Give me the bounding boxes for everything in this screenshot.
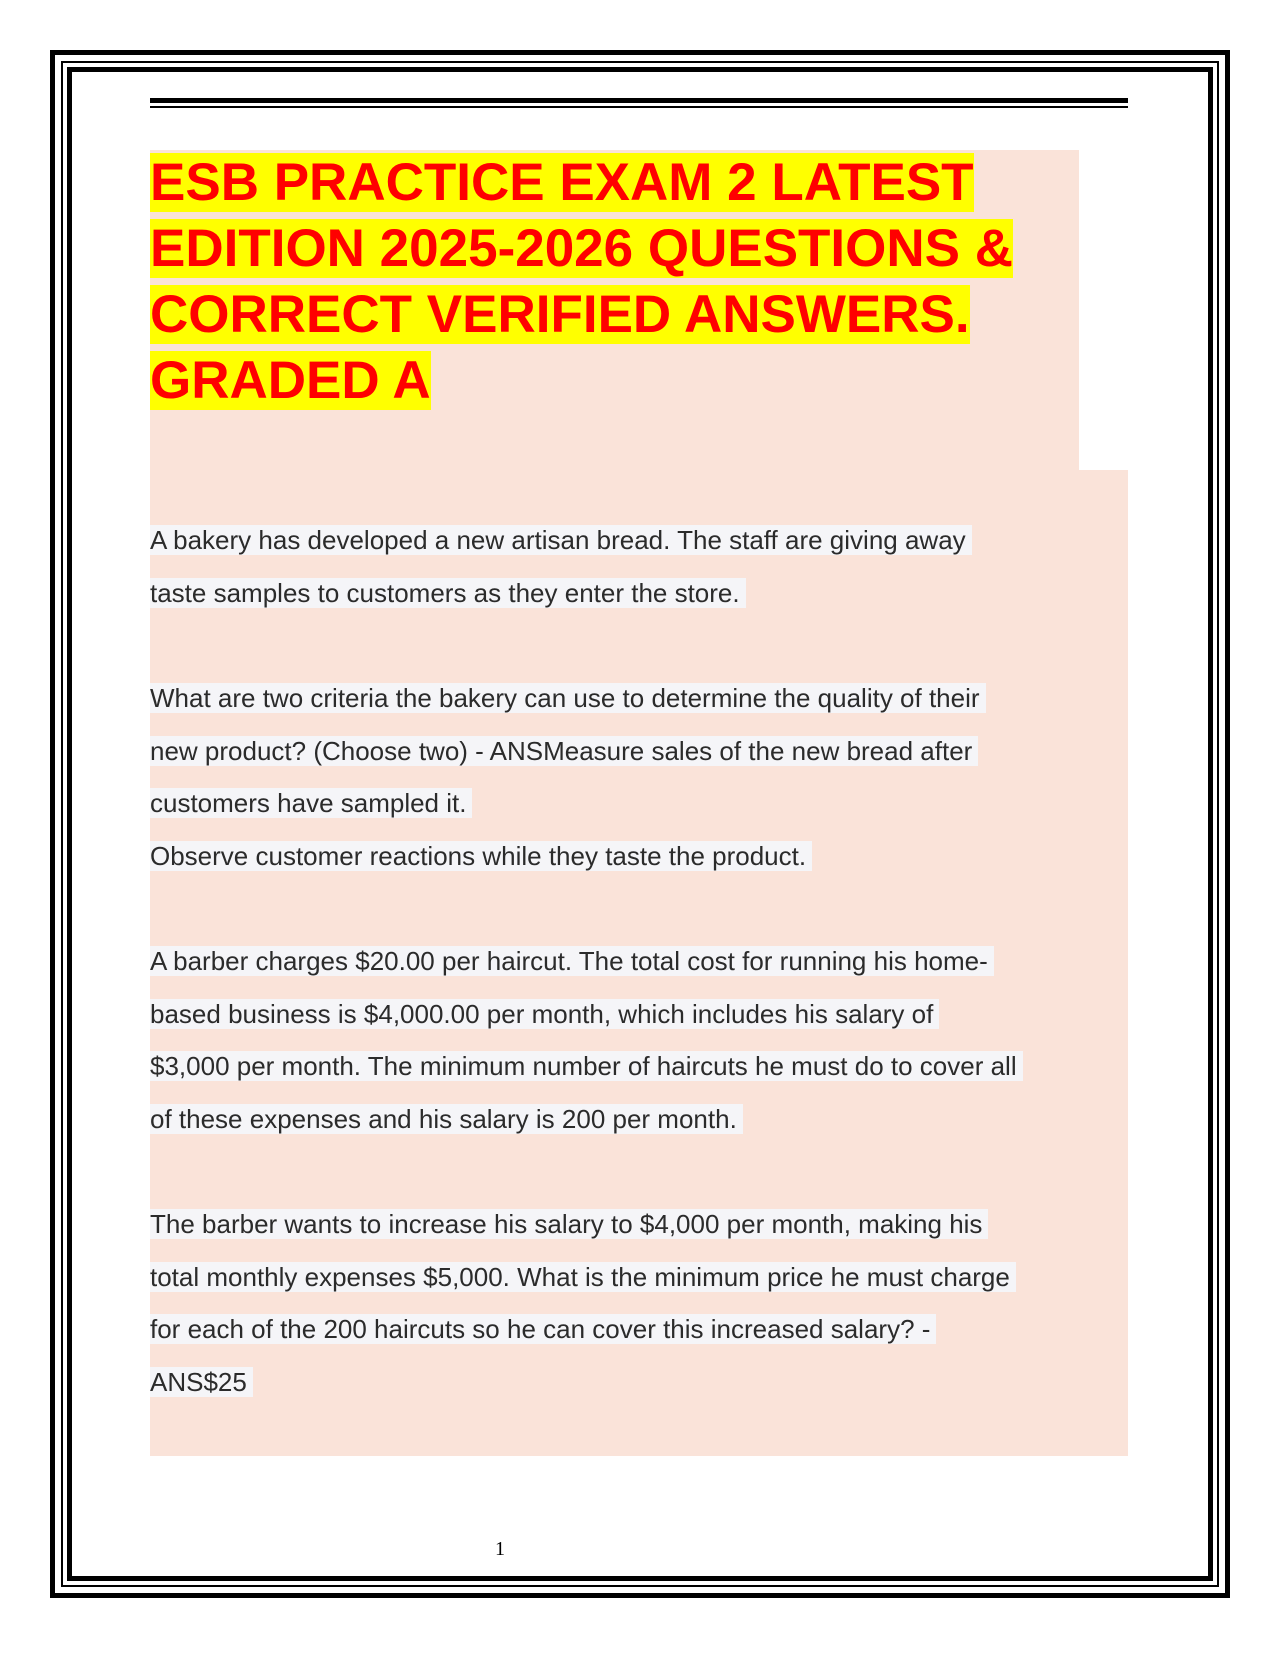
- page-number: 1: [495, 1538, 505, 1560]
- paragraph-bakery-question: [150, 672, 1130, 882]
- text-line: The barber wants to increase his salary to $4,000 per month, making his: [150, 1209, 988, 1239]
- text-line: A bakery has developed a new artisan bread. The staff are giving away: [150, 525, 972, 555]
- text-line: ANS$25: [150, 1367, 253, 1397]
- header-rule-thick: [150, 98, 1128, 103]
- text-line: based business is $4,000.00 per month, which includes his salary of: [150, 999, 939, 1029]
- text-line: customers have sampled it.: [150, 788, 472, 818]
- text-line: total monthly expenses $5,000. What is the minimum price he must charge: [150, 1262, 1016, 1292]
- title-line: CORRECT VERIFIED ANSWERS.: [150, 285, 970, 344]
- text-line: Observe customer reactions while they taste the product.: [150, 841, 812, 871]
- text-line: taste samples to customers as they enter the store.: [150, 578, 746, 608]
- text-line: $3,000 per month. The minimum number of haircuts he must do to cover all: [150, 1051, 1023, 1081]
- paragraph-barber-question: [150, 1198, 1130, 1408]
- title-line: EDITION 2025-2026 QUESTIONS &: [150, 219, 1014, 278]
- title-line: ESB PRACTICE EXAM 2 LATEST: [150, 153, 974, 212]
- text-line: A barber charges $20.00 per haircut. The total cost for running his home-: [150, 946, 994, 976]
- paragraph-barber-intro: [150, 935, 1130, 1145]
- text-line: What are two criteria the bakery can use to determine the quality of their: [150, 683, 986, 713]
- title-line: GRADED A: [150, 351, 431, 410]
- header-rule-thin: [150, 106, 1128, 108]
- paragraph-bakery-intro: [150, 514, 1130, 619]
- document-title: [150, 150, 1070, 414]
- text-line: for each of the 200 haircuts so he can cover this increased salary? -: [150, 1314, 936, 1344]
- text-line: of these expenses and his salary is 200 per month.: [150, 1104, 743, 1134]
- text-line: new product? (Choose two) - ANSMeasure sales of the new bread after: [150, 736, 978, 766]
